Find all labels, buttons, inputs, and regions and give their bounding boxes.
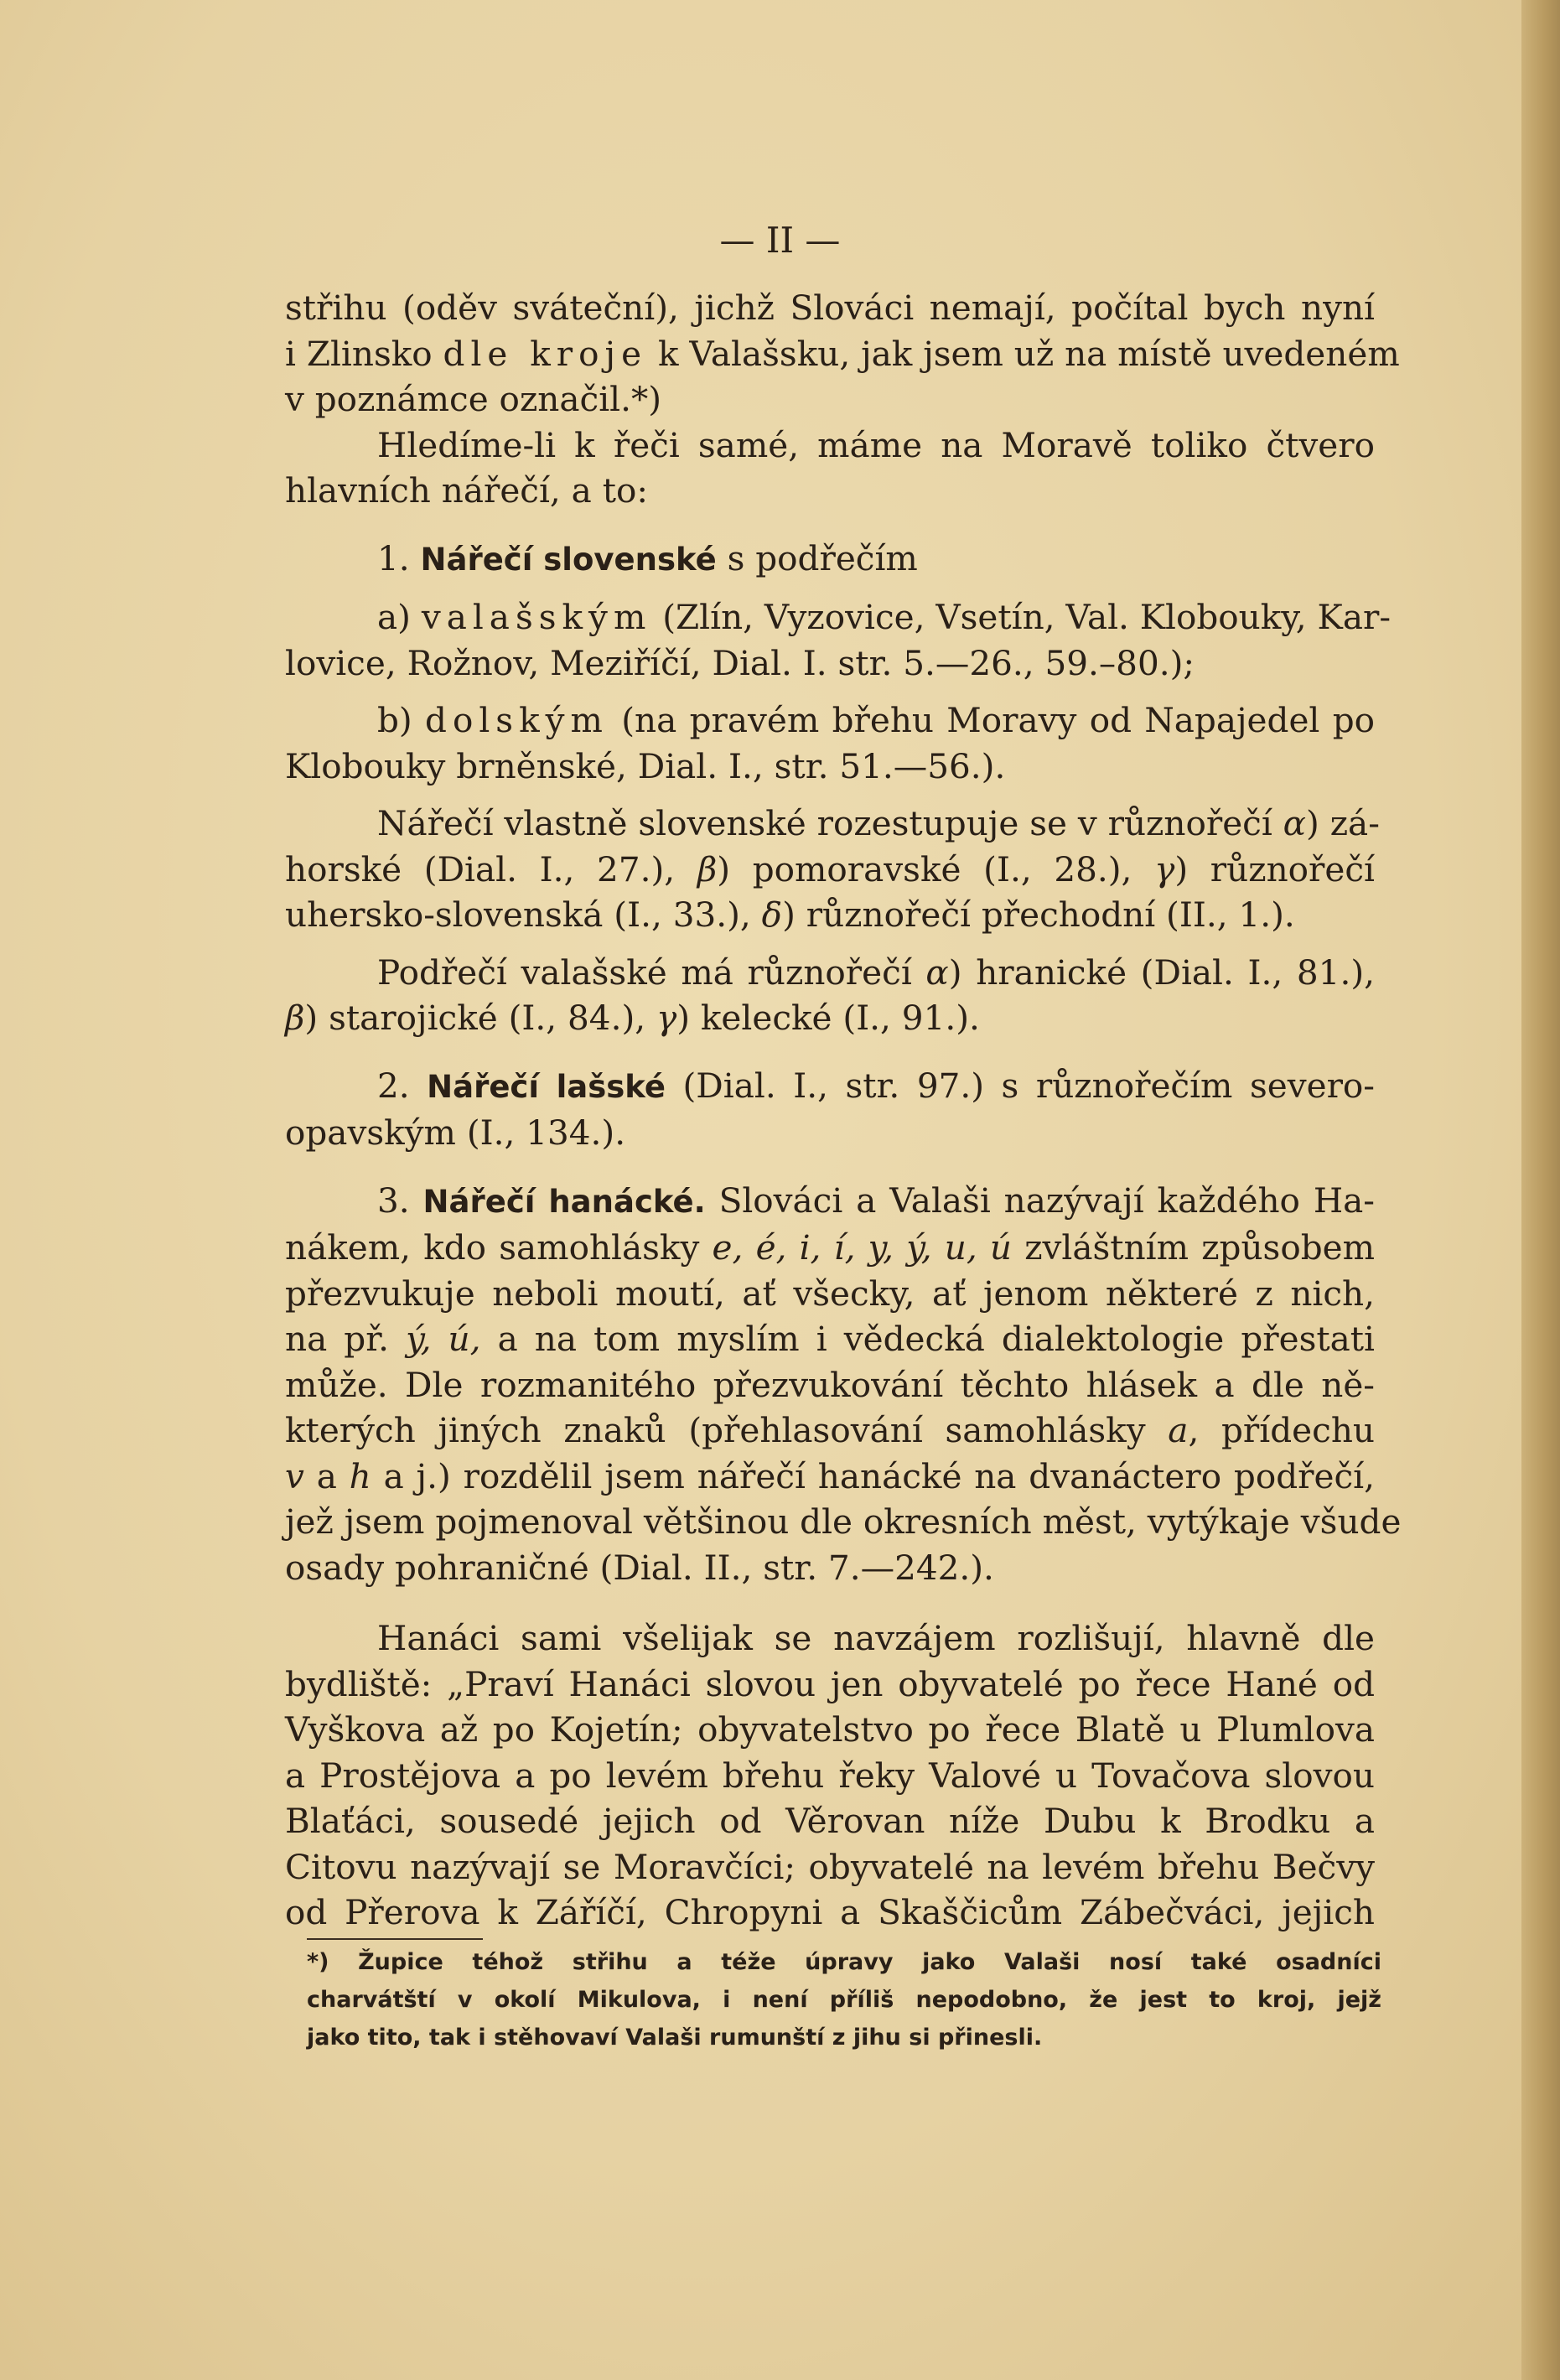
text-line-s1-d2 [285, 995, 1375, 1041]
text-run: ) pomoravské (I., 28.), [717, 848, 1155, 889]
text-line-s1-a2 [285, 640, 1375, 687]
text-line-fn-l3 [307, 2019, 1381, 2056]
text-run: α [925, 951, 949, 993]
text-line-p4-l7 [285, 1890, 1375, 1936]
paragraph-gap [285, 583, 1375, 594]
text-run: k Valašsku, jak jsem už na místě uvedeném [647, 333, 1400, 374]
text-run: horské (Dial. I., 27.), [285, 848, 697, 889]
text-line-p4-l6 [285, 1844, 1375, 1890]
text-run: 3. [377, 1180, 423, 1221]
text-line-s3-l4 [285, 1316, 1375, 1362]
text-run: ) různořečí přechodní (II., 1.). [782, 894, 1295, 935]
text-run: uhersko-slovenská (I., 33.), [285, 894, 762, 935]
paragraph-gap [285, 1156, 1375, 1178]
text-run: a [1168, 1410, 1189, 1450]
text-run: přezvukuje neboli moutí, ať všecky, ať jenom některé z nich, [285, 1273, 1375, 1314]
text-run: (Dial. I., str. 97.) s různořečím severo- [665, 1065, 1375, 1106]
text-run: *) Župice téhož střihu a téže úpravy jako Valaši nosí také osadníci [307, 1949, 1381, 1975]
text-run: β [697, 848, 718, 889]
text-run: jako tito, tak i stěhovaví Valaši rumunští z jihu si přinesli. [307, 2025, 1043, 2051]
text-run: β [285, 998, 305, 1038]
text-line-p1-l3 [285, 376, 1375, 423]
text-run: dle kroje [443, 333, 648, 374]
text-run: lovice, Rožnov, Meziříčí, Dial. I. str. 5.—26., 59.–80.); [285, 642, 1195, 683]
text-run: Podřečí valašské má různořečí [377, 951, 926, 993]
text-run: ) zá- [1306, 803, 1380, 843]
text-run: osady pohraničné (Dial. II., str. 7.—242.). [285, 1547, 994, 1588]
text-line-s1-c1 [285, 801, 1380, 847]
text-run: ) různořečí [1174, 848, 1376, 889]
text-run: zvláštním způsobem [1012, 1227, 1376, 1268]
text-run: ý, ú, [406, 1319, 481, 1359]
text-run: Hanáci sami všelijak se navzájem rozlišují, hlavně dle [377, 1618, 1375, 1658]
text-run: a na tom myslím i vědecká dialektologie přestati [480, 1319, 1375, 1359]
text-run: Nářečí hanácké. [422, 1183, 706, 1220]
text-line-s1-head [285, 536, 1375, 583]
text-run: charvátští v okolí Mikulova, i není příliš nepodobno, že jest to kroj, jejž [307, 1987, 1381, 2013]
paragraph-gap [285, 1041, 1375, 1063]
text-run: b) [377, 700, 426, 740]
text-run: ) hranické (Dial. I., 81.), [948, 951, 1375, 993]
text-run: dolským [425, 700, 609, 740]
text-line-s2-l1 [285, 1063, 1375, 1111]
text-line-s2-l2 [285, 1110, 1375, 1156]
text-run: Nářečí vlastně slovenské rozestupuje se v různořečí [377, 803, 1283, 843]
text-run: Nářečí slovenské [420, 541, 717, 578]
text-run: v poznámce označil.*) [285, 379, 662, 419]
text-run: může. Dle rozmanitého přezvukování těchto hlásek a dle ně- [285, 1364, 1375, 1405]
text-line-p1-l2 [285, 331, 1400, 377]
text-line-s1-b1 [285, 697, 1375, 744]
paragraph-gap [285, 686, 1375, 697]
body-text [285, 285, 1402, 1936]
text-run: Slováci a Valaši nazývají každého Ha- [705, 1180, 1375, 1221]
text-run: střihu (oděv sváteční), jichž Slováci nemají, počítal bych nyní [285, 288, 1375, 328]
page-edge-shadow [1521, 0, 1560, 2380]
paragraph-gap [285, 514, 1375, 536]
text-run: γ [1154, 848, 1175, 889]
text-run: ) kelecké (I., 91.). [676, 998, 980, 1038]
text-run: 2. [377, 1065, 428, 1106]
text-run: v [285, 1455, 304, 1496]
text-run: a [303, 1455, 350, 1496]
text-run: a Prostějova a po levém břehu řeky Valové u Tovačova slovou [285, 1755, 1375, 1796]
text-line-s3-l9 [285, 1545, 1375, 1591]
text-run: a j.) rozdělil jsem nářečí hanácké na dvanáctero podřečí, [371, 1455, 1375, 1496]
text-line-p4-l1 [285, 1615, 1375, 1662]
text-run: s podřečím [716, 537, 918, 578]
text-run: Klobouky brněnské, Dial. I., str. 51.—56.). [285, 745, 1006, 786]
text-run: Hledíme-li k řeči samé, máme na Moravě toliko čtvero [377, 424, 1375, 465]
paragraph-gap [285, 789, 1375, 801]
text-run: Vyškova až po Kojetín; obyvatelstvo po řece Blatě u Plumlova [285, 1709, 1375, 1750]
footnote-text [307, 1943, 1381, 2056]
text-run: Citovu nazývají se Moravčíci; obyvatelé na levém břehu Bečvy [285, 1846, 1375, 1887]
text-run: , přídechu [1188, 1410, 1375, 1450]
text-line-s3-l2 [285, 1225, 1375, 1271]
text-line-s3-l7 [285, 1454, 1375, 1500]
text-line-s1-c3 [285, 892, 1375, 938]
text-run: h [349, 1455, 371, 1496]
page-number: — II — [719, 220, 841, 261]
paragraph-gap [285, 1590, 1375, 1615]
text-run: ) starojické (I., 84.), [304, 998, 656, 1038]
text-line-p1-l1 [285, 285, 1375, 331]
text-line-s1-a1 [285, 594, 1392, 640]
text-run: γ [656, 998, 677, 1038]
text-run: nákem, kdo samohlásky [285, 1227, 713, 1268]
text-line-p4-l3 [285, 1707, 1375, 1753]
text-line-s3-l8 [285, 1499, 1402, 1545]
text-line-p4-l5 [285, 1798, 1375, 1844]
text-line-fn-l2 [307, 1981, 1381, 2019]
footnote-rule [307, 1938, 483, 1940]
text-run: Nářečí lašské [427, 1068, 666, 1105]
text-run: (na pravém břehu Moravy od Napajedel po [608, 700, 1375, 740]
text-line-p4-l4 [285, 1753, 1375, 1799]
text-run: i Zlinsko [285, 333, 443, 374]
text-line-s1-d1 [285, 950, 1375, 996]
text-run: Blaťáci, sousedé jejich od Věrovan níže Dubu k Brodku a [285, 1801, 1375, 1841]
text-run: hlavních nářečí, a to: [285, 470, 649, 511]
text-run: od Přerova k Záříčí, Chropyni a Skaščicům Zábečváci, jejich [285, 1892, 1375, 1932]
text-run: a) [377, 597, 422, 637]
text-run: (Zlín, Vyzovice, Vsetín, Val. Klobouky, Kar- [651, 597, 1392, 637]
text-run: kterých jiných znaků (přehlasování samohlásky [285, 1410, 1169, 1450]
paragraph-gap [285, 938, 1375, 950]
text-run: jež jsem pojmenoval většinou dle okresních měst, vytýkaje všude [285, 1501, 1402, 1542]
text-line-p2-l2 [285, 468, 1375, 514]
text-line-s3-l5 [285, 1362, 1375, 1408]
text-line-s1-c2 [285, 847, 1375, 893]
text-line-s3-l1 [285, 1178, 1375, 1226]
text-line-s3-l3 [285, 1271, 1375, 1317]
text-run: 1. [377, 537, 421, 578]
text-run: bydliště: „Praví Hanáci slovou jen obyvatelé po řece Hané od [285, 1663, 1375, 1704]
text-run: e, é, i, í, y, ý, u, ú [712, 1227, 1012, 1268]
text-run: α [1283, 803, 1307, 843]
text-line-s3-l6 [285, 1408, 1375, 1454]
text-run: valašským [421, 597, 652, 637]
text-run: na př. [285, 1319, 407, 1359]
text-line-p2-l1 [285, 423, 1375, 469]
text-run: opavským (I., 134.). [285, 1112, 626, 1153]
text-run: δ [761, 894, 783, 935]
text-line-s1-b2 [285, 744, 1375, 790]
text-line-fn-l1 [307, 1943, 1381, 1981]
text-line-p4-l2 [285, 1662, 1375, 1708]
